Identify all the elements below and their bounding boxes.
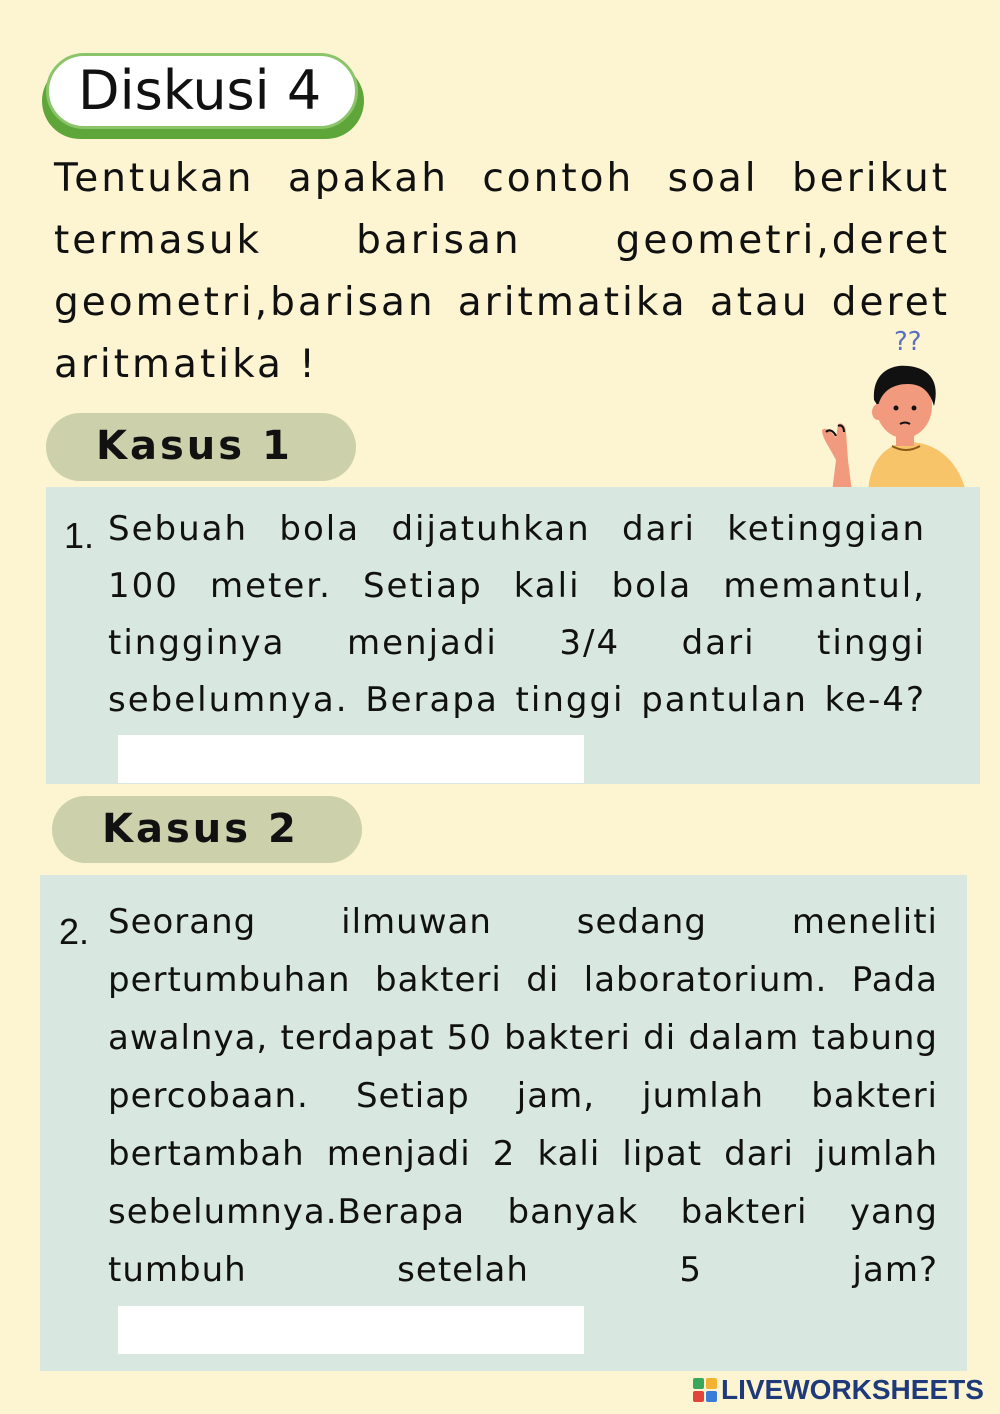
title-badge — [42, 53, 364, 139]
case-1-panel — [46, 487, 980, 784]
case-2-panel — [40, 875, 967, 1371]
liveworksheets-brand — [693, 1374, 984, 1406]
case-1-number: 1. — [64, 515, 95, 556]
case-2-question — [108, 893, 938, 1357]
case-2-number: 2. — [59, 911, 90, 952]
case-1-label — [46, 413, 356, 481]
case-1-question-text: Sebuah bola dijatuhkan dari ketinggian 100 meter. Setiap kali bola memantul, tingginya menjadi 3/4 dari tinggi sebelumnya. Berapa tinggi pantulan ke-4? — [108, 509, 926, 720]
case-2-question-text: Seorang ilmuwan sedang meneliti pertumbuhan bakteri di laboratorium. Pada awalnya, terdapat 50 bakteri di dalam tabung percobaan. Setiap jam, jumlah bakteri bertambah menjadi 2 kali lipat dari jumlah sebelumnya.Berapa banyak bakteri yang tumbuh setelah 5 jam? — [108, 902, 938, 1290]
page-title: Diskusi 4 — [78, 59, 322, 122]
case-2-answer-input[interactable] — [118, 1306, 584, 1354]
liveworksheets-logo-icon — [693, 1378, 717, 1402]
case-1-answer-input[interactable] — [118, 735, 584, 783]
brand-name: LIVEWORKSHEETS — [721, 1374, 984, 1405]
thinking-boy-icon — [808, 320, 978, 492]
question-marks: ?? — [894, 327, 922, 357]
case-2-label-text: Kasus 2 — [102, 806, 299, 852]
instruction-text: Tentukan apakah contoh soal berikut termasuk barisan geometri,deret geometri,barisan aritmatika atau deret aritmatika ! — [54, 156, 950, 387]
case-2-label — [52, 796, 362, 863]
case-1-label-text: Kasus 1 — [96, 423, 293, 469]
thinking-boy-illustration — [808, 320, 978, 492]
case-1-question — [108, 501, 926, 786]
